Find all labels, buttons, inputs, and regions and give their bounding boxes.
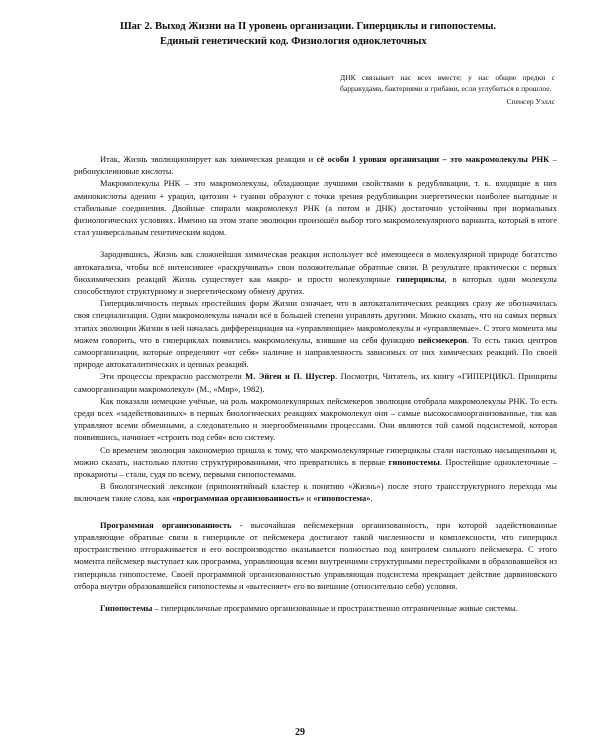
epigraph-author: Спенсер Уэллс — [506, 97, 555, 106]
text-run: Эти процессы прекрасно рассмотрели — [100, 371, 246, 382]
paragraph-8 — [74, 480, 557, 504]
paragraph-5 — [74, 370, 557, 394]
text-run: . — [370, 493, 373, 504]
heading-line-1: Шаг 2. Выход Жизни на II уровень организации. Гиперциклы и гипопостемы. — [120, 21, 497, 32]
text-run: – рибонуклеиновые кислоты. — [74, 154, 557, 177]
paragraph-1 — [74, 153, 557, 177]
page-number: 29 — [295, 727, 305, 738]
text-run: и — [304, 493, 314, 504]
text-run: . Простейшие одноклеточные – прокариоты – стали, судя по всему, первыми гипопостемами. — [74, 456, 557, 480]
text-run: . То есть таких центров самоорганизации, которые определяют «от себя» наличие и направленность зависимых от них химических реакций. По своей природе автокаталитических и цепных реакций. — [74, 334, 557, 370]
bold-term: гипопостемы — [388, 456, 440, 467]
paragraph-7 — [74, 444, 557, 481]
text-run: Зародившись, Жизнь как сложнейшая химическая реакция использует всё имеющееся в молекулярной природе богатство автокатализа, чтобы всё интенсивнее «раскручивать» свои положительные обратные связи. В результате практически с первых биохимических реакций Жизнь существует как макро- и просто молекулярные — [74, 249, 557, 284]
paragraph-2: Макромолекулы РНК – это макромолекулы, обладающие лучшими свойствами к редубликации, т. к. входящие в них аминокислоты аденин + урацил, цитозин + гуанин образуют с точки зрения редубликации энергетически наиболее выгодные и стабильные соединения. Двойные спирали макромолекул РНК (а потом и ДНК) достаточно устойчивы при нормальных физиологических условиях. Именно на этом этапе эволюции произошёл выбор того макромолекулярного варианта, который в итоге стал универсальным генетическим кодом. — [74, 178, 557, 238]
bold-term: Гипопостемы — [100, 602, 153, 613]
text-run: В биологический лексикон (припонятийный кластер к понятию «Жизнь») после этого трансструктурного перехода мы включаем такие слова, как — [74, 481, 557, 504]
text-run: Со временем эволюция закономерно пришла к тому, что макромолекулярные гиперциклы стали настолько насыщенными и, можно сказать, настолько плотно структурированными, что превратились в первые — [74, 444, 557, 467]
text-run: Итак, Жизнь эволюционирует как химическая реакция и — [100, 154, 317, 164]
text-run: , в которых одни молекулы способствуют структурному и энергетическому обмену других. — [74, 273, 557, 297]
paragraph-3 — [74, 248, 557, 297]
bold-term: «гипопостема» — [313, 493, 371, 504]
paragraph-6: Как показали немецкие учёные, на роль макромолекулярных пейсмекеров эволюция отобрала макромолекулы РНК. То есть среди всех «задействованных» в первых биологических реакциях макромолекул они – самые высокосамоорганизованные, так как управляют всеми обменными, а следовательно и энергообменными процессами. Они являются той самой подсистемой, которая появившись, начинает «строить под себя» всю систему. — [74, 395, 557, 443]
text-run: - высочайшая пейсмекерная организованность, при которой задействованные управляющие обратные связи в гиперцикле от пейсмекера достигают такой численности и комплексности, что гиперцикл пространственно отгораживается и его воспроизводство оказывается полностью под контролем сильного пейсмекера. С этого момента пейсмекер выступает как программа, управляющая всеми внутренними структурными перестройками в образовавшейся из гиперцикла гипопостеме. Своей программной организованностью управляющая подсистема прекращает действие дарвиновского отбора внутри образовавшейся гипопостемы и «вытесняет» его во внешние (относительно себя) условия. — [74, 519, 557, 591]
paragraph-9 — [74, 519, 557, 592]
bold-term: «программная организованность» — [172, 493, 305, 504]
body-text — [74, 153, 557, 614]
epigraph-quote: ДНК связывает нас всех вместе; у нас общие предки с барракудами, бактериями и грибами, если углубиться в прошлое. — [340, 73, 555, 93]
bold-term: М. Эйген и П. Шустер — [245, 371, 336, 382]
bold-term: Программная организованность — [100, 519, 232, 530]
text-run: – гиперцикличные программно организованные и пространственно отграниченные живые системы. — [152, 602, 518, 613]
text-run: Гиперцикличность первых простейших форм Жизни означает, что в автокаталитических реакциях сразу же обозначилась своя специализация. Одни макромолекулы начали всё в большей степени управлять другими. Можно сказать, что на самых первых этапах эволюции Жизни в ней началась дифференциация на «управляющие» макромолекулы и «управляемые». С этого момента мы можем говорить, что в гиперциклах появились макромолекулы, взявшие на себя функцию — [74, 298, 557, 345]
paragraph-4 — [74, 297, 557, 370]
heading-line-2: Единый генетический код. Физиология одноклеточных — [160, 36, 427, 47]
text-run: . Посмотри, Читатель, их книгу «ГИПЕРЦИКЛ. Принципы самоорганизации макромолекул» (М., «Мир», 1982). — [74, 371, 557, 394]
paragraph-10 — [74, 602, 557, 614]
bold-term: пейсмекеров — [418, 334, 467, 345]
bold-term: сё особи I уровня организации – это макромолекулы РНК — [316, 154, 550, 164]
epigraph — [340, 72, 555, 107]
section-heading — [120, 19, 560, 49]
bold-term: гиперциклы — [396, 273, 445, 284]
